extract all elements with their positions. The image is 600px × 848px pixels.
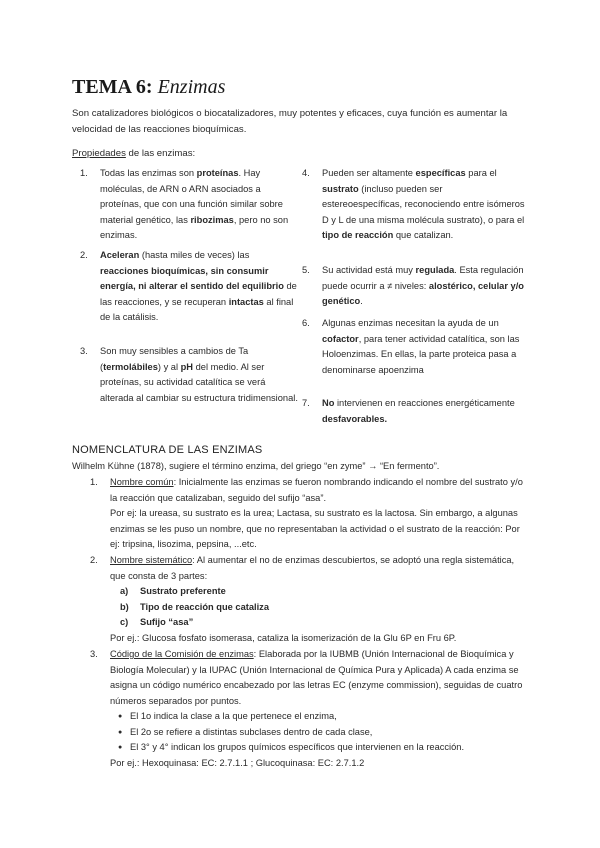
bold-text: intactas — [228, 296, 264, 307]
text-run: al final de la catálisis. — [100, 296, 294, 322]
intro-paragraph: Son catalizadores biológicos o biocatalizadores, muy potentes y eficaces, cuya función es aumentar la velocidad de las reacciones bioquímicas. — [72, 108, 508, 135]
bullet-dot-icon: ● — [118, 713, 123, 720]
item-text — [322, 166, 525, 244]
propiedades-heading — [72, 148, 195, 159]
sublist-item — [120, 615, 530, 631]
text-run: . — [360, 296, 363, 306]
item-text — [100, 166, 300, 244]
propiedades-link: Propiedades — [72, 148, 126, 159]
bold-text: termolábiles — [103, 361, 158, 372]
title-cursive: Enzimas — [157, 76, 226, 98]
bold-text: pH — [180, 361, 194, 372]
text-run: ) y al — [157, 361, 181, 372]
item-text — [100, 344, 300, 406]
nomenclatura-item-2 — [90, 553, 530, 643]
bold-text: tipo de reacción — [322, 230, 394, 240]
item-text — [110, 475, 530, 553]
text-run: intervienen en reacciones energéticamente — [334, 398, 515, 408]
sublist-text: Sustrato preferente — [140, 586, 226, 596]
text-run: . Hay moléculas, de ARN o ARN asociados a proteínas, que con una función similar sobre material genético, las — [100, 168, 283, 225]
right-column — [302, 166, 527, 426]
item-number: 1. — [90, 477, 98, 487]
bullet-dot-icon: ● — [118, 728, 123, 736]
bullet-list — [110, 709, 530, 756]
nomenclatura-item-1 — [90, 475, 530, 549]
item-description: : Elaborada por la IUBMB (Unión Internacional de Bioquímica y Biología Molecular) y la IUPAC (Unión Internacional de Química Pura y Aplicada) A cada enzima se asigna un código numérico encabezado por las letras EC (enzyme commission), seguidas de cuatro números separados por puntos. — [110, 649, 523, 706]
bold-text: ribozimas — [190, 214, 234, 225]
bold-text: reacciones bioquímicas, sin consumir energía, ni alterar el sentido del equilibrio — [100, 265, 284, 291]
text-run: Su actividad está muy — [322, 265, 416, 275]
text-run: de las reacciones, y se recuperan — [100, 281, 297, 307]
bullet-text: El 1o indica la clase a la que pertenece el enzima, — [130, 711, 337, 721]
bold-text: específicas — [415, 168, 466, 178]
item-label: Nombre sistemático — [110, 555, 193, 565]
sublist-letter: b) — [120, 601, 129, 612]
bold-text: No — [322, 398, 335, 408]
sublist-text: Tipo de reacción que cataliza — [140, 601, 269, 612]
item-number: 4. — [302, 168, 310, 178]
page-title — [72, 76, 225, 99]
item-text — [110, 647, 530, 771]
item-text — [322, 316, 525, 378]
item-description: : Al aumentar el no de enzimas descubiertos, se adoptó una regla sistemática, que consta de 3 partes: — [110, 555, 515, 581]
bold-text: cofactor — [322, 333, 359, 344]
left-column — [80, 166, 300, 426]
text-run: Algunas enzimas necesitan la ayuda de un — [322, 318, 499, 328]
text-run: (incluso pueden ser estereoespecíficas, reconociendo entre isómeros D y L de una misma molécula sustrato), o para el — [322, 183, 525, 225]
sublist-item — [120, 584, 530, 600]
item-number: 6. — [302, 318, 310, 328]
nomenclatura-intro: Wilhelm Kühne (1878), sugiere el término enzima, del griego “en zyme” → “En fermento”. — [72, 461, 440, 471]
bold-text: alostérico, celular y/o genético — [322, 280, 524, 306]
text-run: , para tener actividad catalítica, son las Holoenzimas. En ellas, la parte proteica pasa a denominarse apoenzima — [322, 333, 520, 375]
bullet-item — [118, 725, 530, 741]
bold-text: regulada — [415, 265, 455, 275]
text-run: . Esta regulación puede ocurrir a ≠ niveles: — [322, 265, 524, 291]
item-number: 2. — [80, 250, 88, 260]
bold-text: sustrato — [322, 183, 359, 194]
propiedades-rest: de las enzimas: — [125, 148, 196, 159]
item-number: 3. — [80, 346, 88, 356]
item-text — [100, 248, 300, 326]
item-description: : Inicialmente las enzimas se fueron nombrando indicando el nombre del sustrato y/o la reacción que catalizaban, seguido del sufijo “asa”. — [110, 477, 523, 503]
item-text — [110, 553, 530, 646]
item-label: Código de la Comisión de enzimas — [110, 649, 254, 659]
bold-text: Aceleran — [100, 250, 140, 260]
bullet-item — [118, 740, 530, 756]
bullet-text: El 2o se refiere a distintas subclases dentro de cada clase, — [130, 726, 373, 737]
item-number: 3. — [90, 649, 98, 659]
item-example: Por ej.: Glucosa fosfato isomerasa, cataliza la isomerización de la Glu 6P en Fru 6P. — [110, 632, 457, 643]
item-example: Por ej.: Hexoquinasa: EC: 2.7.1.1 ; Glucoquinasa: EC: 2.7.1.2 — [110, 757, 365, 768]
sublist — [110, 584, 530, 631]
item-text — [322, 263, 525, 310]
item-example: Por ej: la ureasa, su sustrato es la urea; Lactasa, su sustrato es la lactosa. Sin embargo, a algunas enzimas se les puso un nombre, que no representaban la actividad o el sustrato de la reacción: Por ej: tripsina, lisozima, pepsina, ...etc. — [110, 508, 520, 549]
text-run: Son muy sensibles a cambios de Ta ( — [100, 346, 249, 372]
text-run: Pueden ser altamente — [322, 168, 416, 178]
text-run: que catalizan. — [393, 230, 454, 240]
bullet-item — [118, 709, 530, 725]
item-label: Nombre común — [110, 477, 174, 487]
text-run: , pero no son enzimas. — [100, 214, 289, 240]
item-number: 2. — [90, 555, 98, 565]
bold-text: desfavorables. — [322, 413, 388, 424]
nomenclatura-item-3 — [90, 647, 530, 767]
item-number: 7. — [302, 398, 310, 408]
item-number: 5. — [302, 265, 310, 275]
text-run: Todas las enzimas son — [100, 168, 197, 178]
bullet-text: El 3° y 4° indican los grupos químicos específicos que intervienen en la reacción. — [130, 742, 465, 752]
text-run: del medio. Al ser proteínas, su actividad catalítica se verá alterada al cambiar su estructura tridimensional. — [100, 361, 298, 403]
bullet-dot-icon: ● — [118, 744, 123, 751]
sublist-letter: a) — [120, 586, 129, 596]
nomenclatura-heading: NOMENCLATURA DE LAS ENZIMAS — [72, 444, 263, 456]
bold-text: proteínas — [196, 168, 239, 178]
item-text — [322, 396, 525, 427]
title-prefix: TEMA 6: — [72, 76, 153, 98]
sublist-letter: c) — [120, 617, 129, 627]
item-number: 1. — [80, 168, 88, 178]
sublist-text: Sufijo “asa” — [140, 617, 194, 627]
text-run: para el — [465, 168, 497, 178]
sublist-item — [120, 600, 530, 616]
text-run: (hasta miles de veces) las — [139, 250, 250, 260]
